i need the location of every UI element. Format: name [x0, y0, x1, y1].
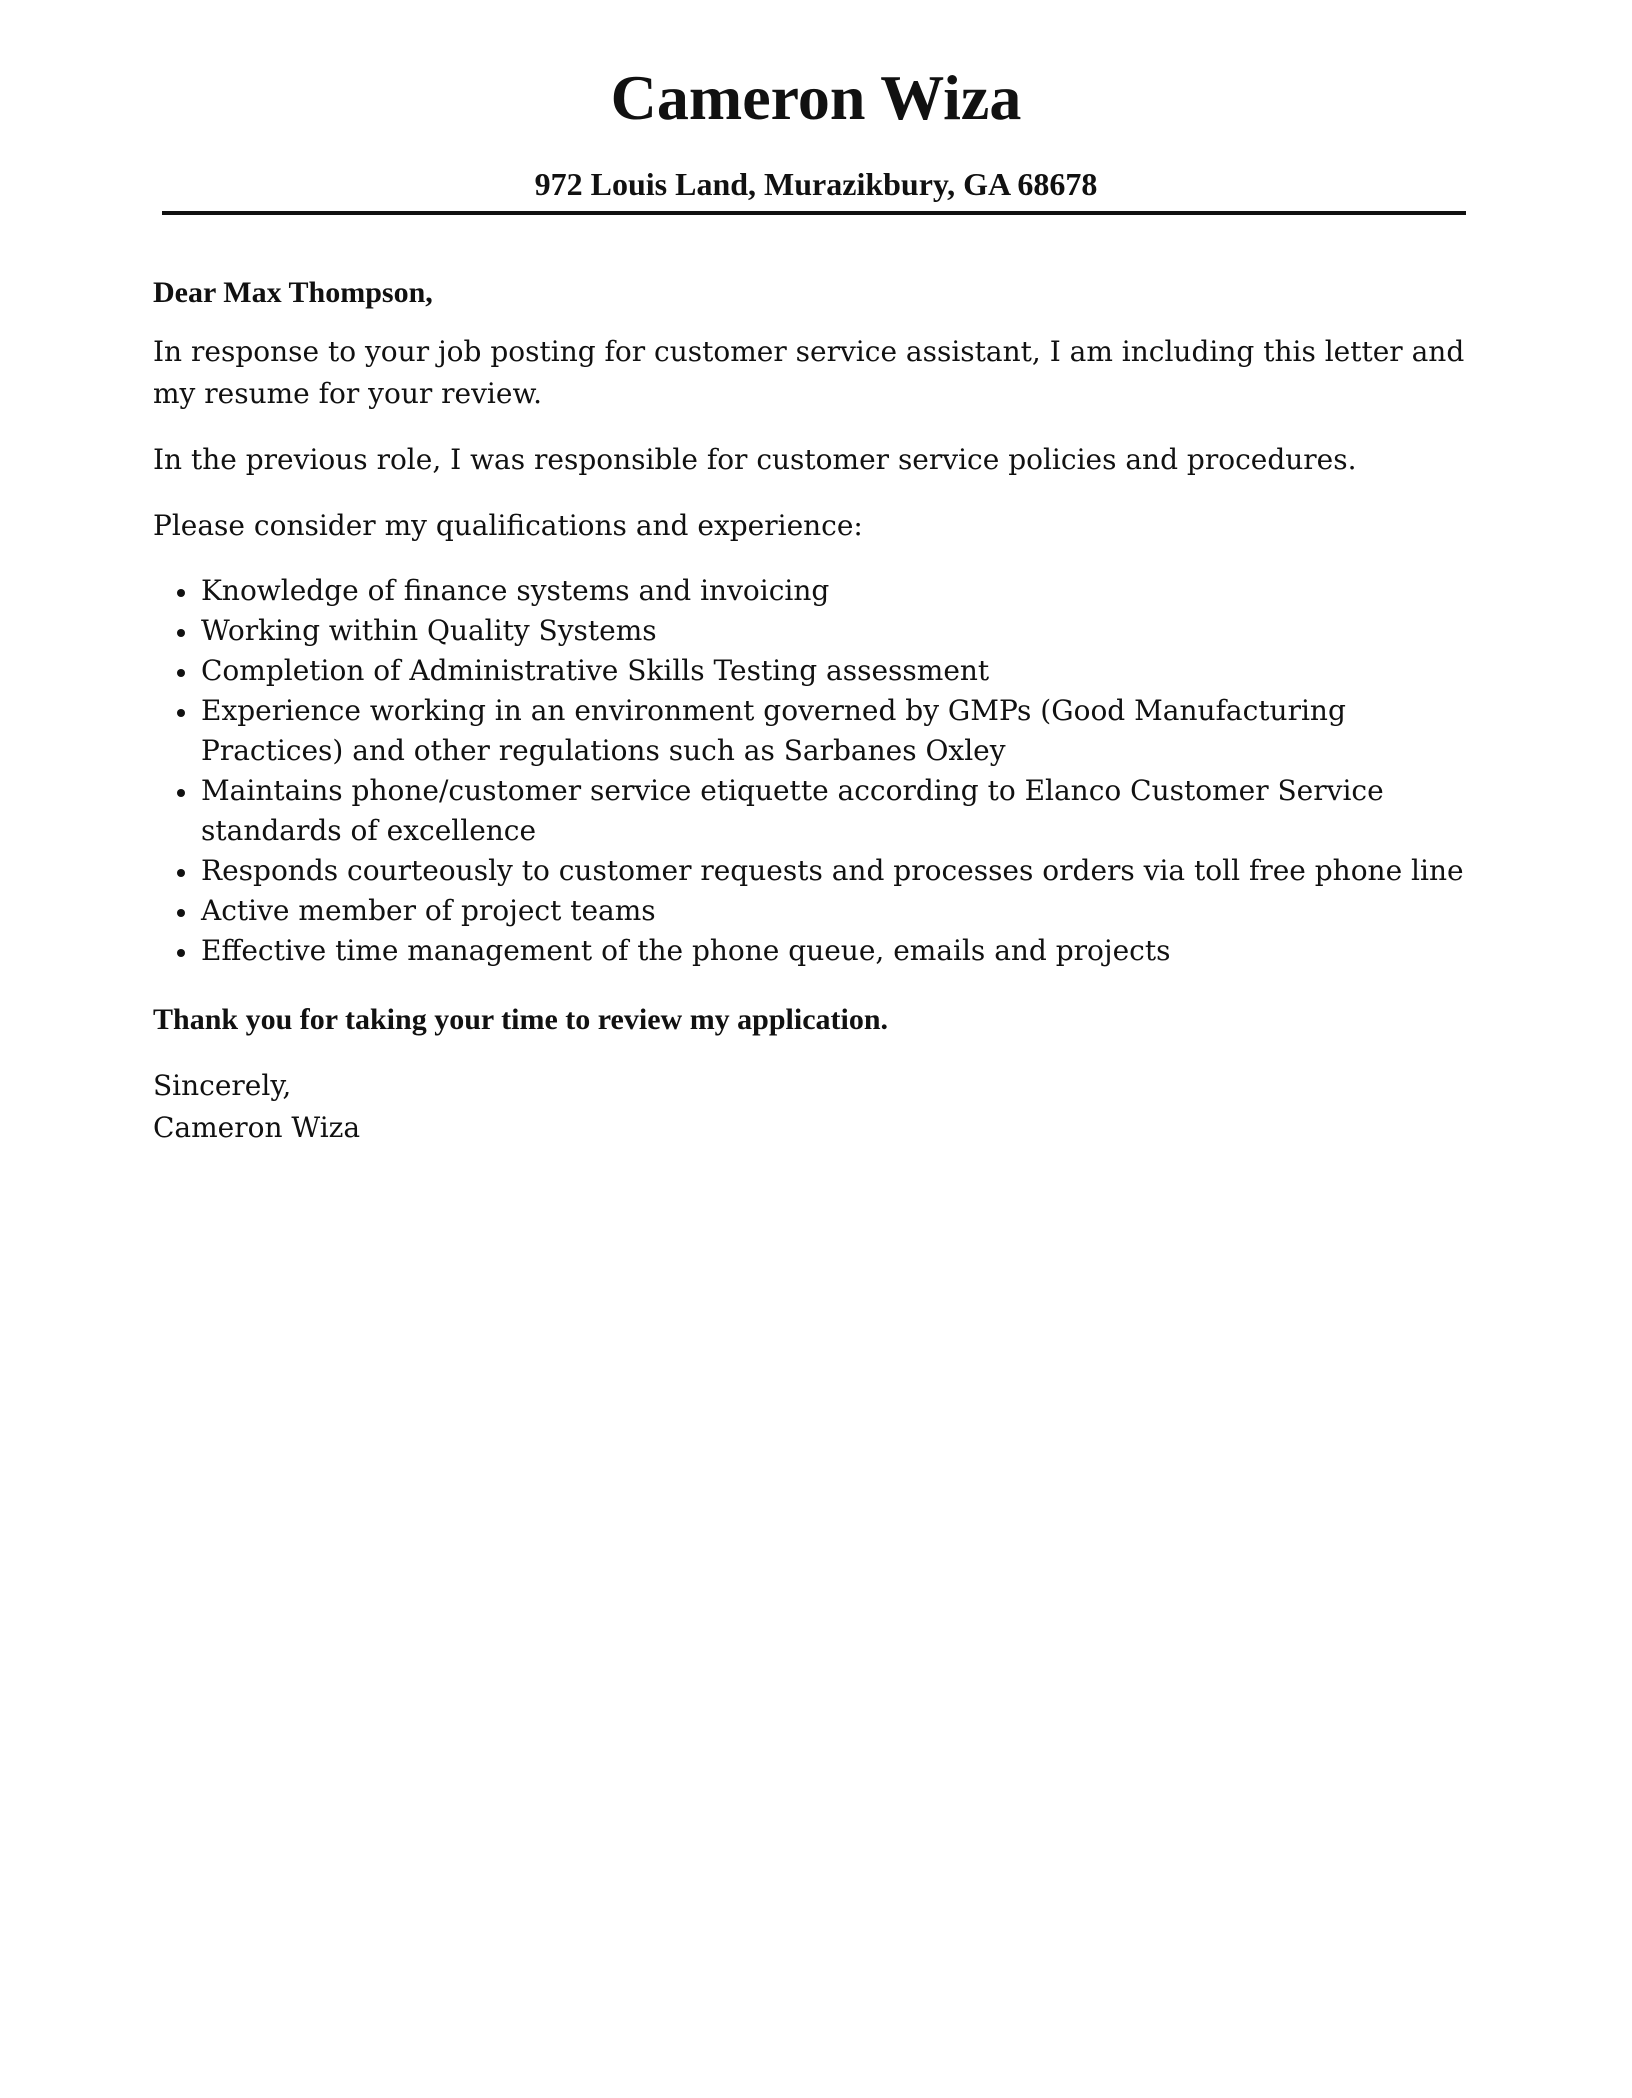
applicant-address: 972 Louis Land, Murazikbury, GA 68678	[534, 166, 1098, 202]
signoff: Sincerely,	[153, 1069, 292, 1102]
list-item	[153, 611, 1473, 651]
list-item-text: Knowledge of finance systems and invoicing	[201, 574, 830, 607]
list-item-text: Effective time management of the phone queue, emails and projects	[201, 934, 1171, 967]
bullet-icon	[177, 789, 185, 797]
bullet-icon	[177, 669, 185, 677]
list-item-text: Active member of project teams	[201, 894, 656, 927]
list-item-text: Responds courteously to customer requests and processes orders via toll free phone line	[201, 854, 1464, 887]
letter-body	[153, 272, 1473, 1149]
bullet-icon	[177, 629, 185, 637]
list-item	[153, 571, 1473, 611]
closing-line: Thank you for taking your time to review my application.	[153, 1003, 889, 1036]
qualifications-list	[153, 571, 1473, 971]
list-item-text: Maintains phone/customer service etiquette according to Elanco Customer Service standards of excellence	[201, 774, 1384, 847]
bullet-icon	[177, 589, 185, 597]
previous-role-paragraph: In the previous role, I was responsible for customer service policies and procedures.	[153, 443, 1357, 476]
intro-paragraph: In response to your job posting for customer service assistant, I am including this letter and my resume for your review.	[153, 335, 1465, 410]
list-item	[153, 651, 1473, 691]
bullet-icon	[177, 909, 185, 917]
salutation: Dear Max Thompson,	[153, 276, 433, 309]
signature-name: Cameron Wiza	[153, 1111, 361, 1144]
list-item	[153, 691, 1473, 771]
header-divider	[162, 211, 1466, 215]
applicant-name: Cameron Wiza	[610, 62, 1022, 133]
qualifications-intro: Please consider my qualifications and experience:	[153, 509, 863, 542]
list-item	[153, 851, 1473, 891]
list-item	[153, 771, 1473, 851]
bullet-icon	[177, 949, 185, 957]
list-item-text: Experience working in an environment governed by GMPs (Good Manufacturing Practices) and other regulations such as Sarbanes Oxley	[201, 694, 1346, 767]
list-item-text: Working within Quality Systems	[201, 614, 657, 647]
bullet-icon	[177, 709, 185, 717]
list-item	[153, 891, 1473, 931]
list-item	[153, 931, 1473, 971]
bullet-icon	[177, 869, 185, 877]
list-item-text: Completion of Administrative Skills Testing assessment	[201, 654, 990, 687]
